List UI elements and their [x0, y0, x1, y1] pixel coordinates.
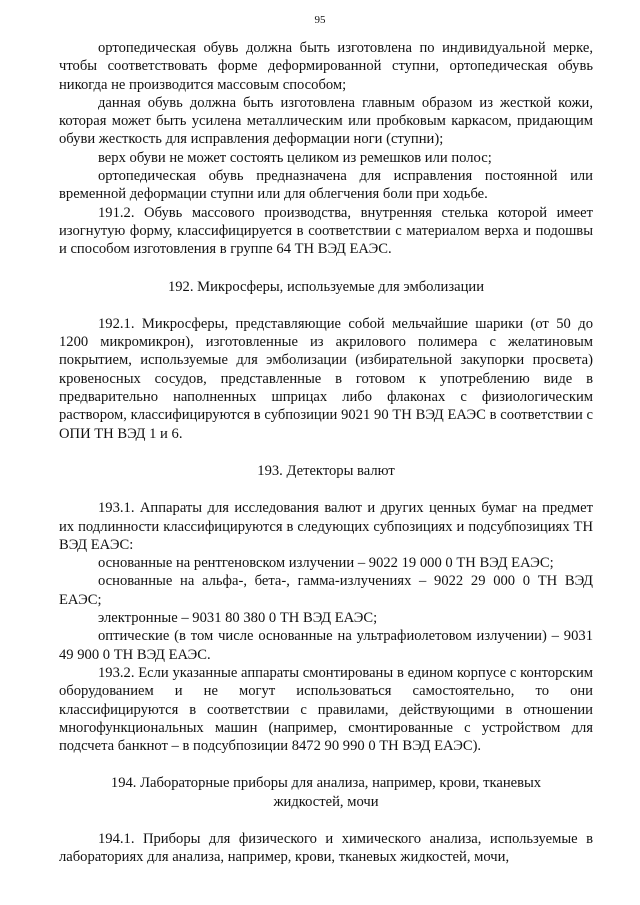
section-heading [59, 774, 593, 811]
paragraph: данная обувь должна быть изготовлена главным образом из жесткой кожи, которая может быть усилена металлическим или пробковым каркасом, придающим обуви жесткость для исправления деформации ноги (ступни); [59, 94, 593, 148]
paragraph: верх обуви не может состоять целиком из ремешков или полос; [98, 149, 492, 166]
paragraph: 194.1. Приборы для физического и химического анализа, используемые в лабораториях для анализа, например, крови, тканевых жидкостей, мочи, [59, 830, 593, 866]
spacer [59, 259, 593, 278]
spacer [59, 443, 593, 462]
spacer [59, 811, 593, 830]
spacer [59, 296, 593, 315]
list-item: основанные на рентгеновском излучении – 9022 19 000 0 ТН ВЭД ЕАЭС; [98, 555, 554, 572]
spacer [59, 480, 593, 499]
paragraph: 192.1. Микросферы, представляющие собой мельчайшие шарики (от 50 до 1200 микромикрон), изготовленные из акрилового полимера с желатиновым покрытием, используемые для эмболизации (избирательной закупорки просвета) кровеносных сосудов, представленные в готовом к употреблению виде в предварительно наполненных шприцах либо флаконах с физиологическим раствором, классифицируются в субпозиции 9021 90 ТН ВЭД ЕАЭС в соответствии с ОПИ ТН ВЭД 1 и 6. [59, 315, 593, 442]
list-item: основанные на альфа-, бета-, гамма-излучениях – 9022 29 000 0 ТН ВЭД ЕАЭС; [59, 573, 593, 608]
page-number: 95 [314, 14, 326, 26]
paragraph: 191.2. Обувь массового производства, внутренняя стелька которой имеет изогнутую форму, классифицируется в соответствии с материалом верха и подошвы и способом изготовления в группе 64 ТН ВЭД ЕАЭС. [59, 204, 593, 258]
list-item: электронные – 9031 80 380 0 ТН ВЭД ЕАЭС; [98, 610, 378, 627]
paragraph: 193.2. Если указанные аппараты смонтированы в едином корпусе с конторским оборудованием и не могут использоваться самостоятельно, то они классифицируются в соответствии с правилами, действующими в отношении многофункциональных машин (например, смонтированные с устройством для подсчета банкнот – в подсубпозиции 8472 90 990 0 ТН ВЭД ЕАЭС). [59, 664, 593, 755]
paragraph: 193.1. Аппараты для исследования валют и других ценных бумаг на предмет их подлинности классифицируются в следующих субпозициях и подсубпозициях ТН ВЭД ЕАЭС: [59, 500, 593, 553]
paragraph: ортопедическая обувь должна быть изготовлена по индивидуальной мерке, чтобы соответствовать форме деформированной ступни, ортопедическая обувь никогда не производится массовым способом; [59, 40, 593, 93]
paragraph: ортопедическая обувь предназначена для исправления постоянной или временной деформации ступни или для облегчения боли при ходьбе. [59, 168, 593, 203]
spacer [59, 755, 593, 774]
section-heading-line: 194. Лабораторные приборы для анализа, например, крови, тканевых [110, 775, 542, 792]
document-body [59, 39, 593, 867]
section-heading: 193. Детекторы валют [257, 462, 395, 479]
section-heading: 192. Микросферы, используемые для эмболизации [167, 278, 485, 295]
section-heading-line: жидкостей, мочи [273, 793, 379, 810]
list-item: оптические (в том числе основанные на ультрафиолетовом излучении) – 9031 49 900 0 ТН ВЭД ЕАЭС. [59, 628, 593, 663]
